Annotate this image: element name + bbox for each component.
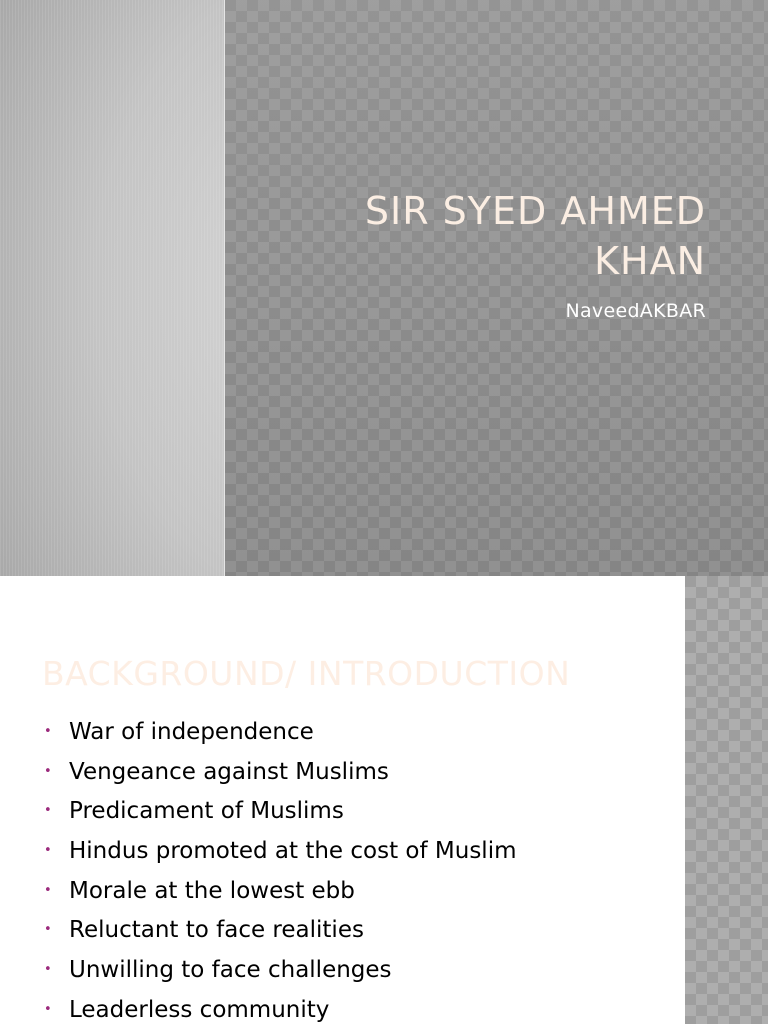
slide-subtitle-author: NaveedAKBAR xyxy=(565,300,706,322)
bullet-icon: • xyxy=(44,1001,52,1017)
slide-title-line-2: KHAN xyxy=(594,239,706,283)
bullet-item xyxy=(42,951,517,991)
bullet-icon: • xyxy=(44,803,52,819)
bullet-item xyxy=(42,713,517,753)
content-slide-pattern-strip xyxy=(685,576,768,1024)
content-slide xyxy=(0,576,768,1024)
bullet-icon: • xyxy=(44,922,52,938)
bullet-icon: • xyxy=(44,882,52,898)
bullet-icon: • xyxy=(44,843,52,859)
bullet-text: War of independence xyxy=(69,719,314,745)
bullet-item xyxy=(42,991,517,1024)
bullet-item xyxy=(42,872,517,912)
bullet-icon: • xyxy=(44,962,52,978)
content-slide-heading: BACKGROUND/ INTRODUCTION xyxy=(42,654,571,693)
bullet-text: Predicament of Muslims xyxy=(69,798,344,825)
bullet-item xyxy=(42,753,517,793)
bullet-text: Reluctant to face realities xyxy=(69,917,364,944)
title-slide-pattern-panel xyxy=(225,0,768,576)
bullet-text: Unwilling to face challenges xyxy=(69,957,392,984)
slide-title xyxy=(286,186,706,286)
bullet-text: Leaderless community xyxy=(69,996,330,1023)
bullet-item xyxy=(42,832,517,872)
bullet-list xyxy=(42,713,517,1024)
bullet-item xyxy=(42,911,517,951)
bullet-item xyxy=(42,792,517,832)
bullet-icon: • xyxy=(44,724,52,739)
slide-title-line-1: SIR SYED AHMED xyxy=(364,189,706,233)
bullet-text: Vengeance against Muslims xyxy=(69,758,389,785)
title-slide-gradient-panel xyxy=(0,0,224,576)
bullet-icon: • xyxy=(44,763,52,779)
bullet-text: Hindus promoted at the cost of Muslim xyxy=(69,838,517,865)
bullet-text: Morale at the lowest ebb xyxy=(69,877,355,904)
